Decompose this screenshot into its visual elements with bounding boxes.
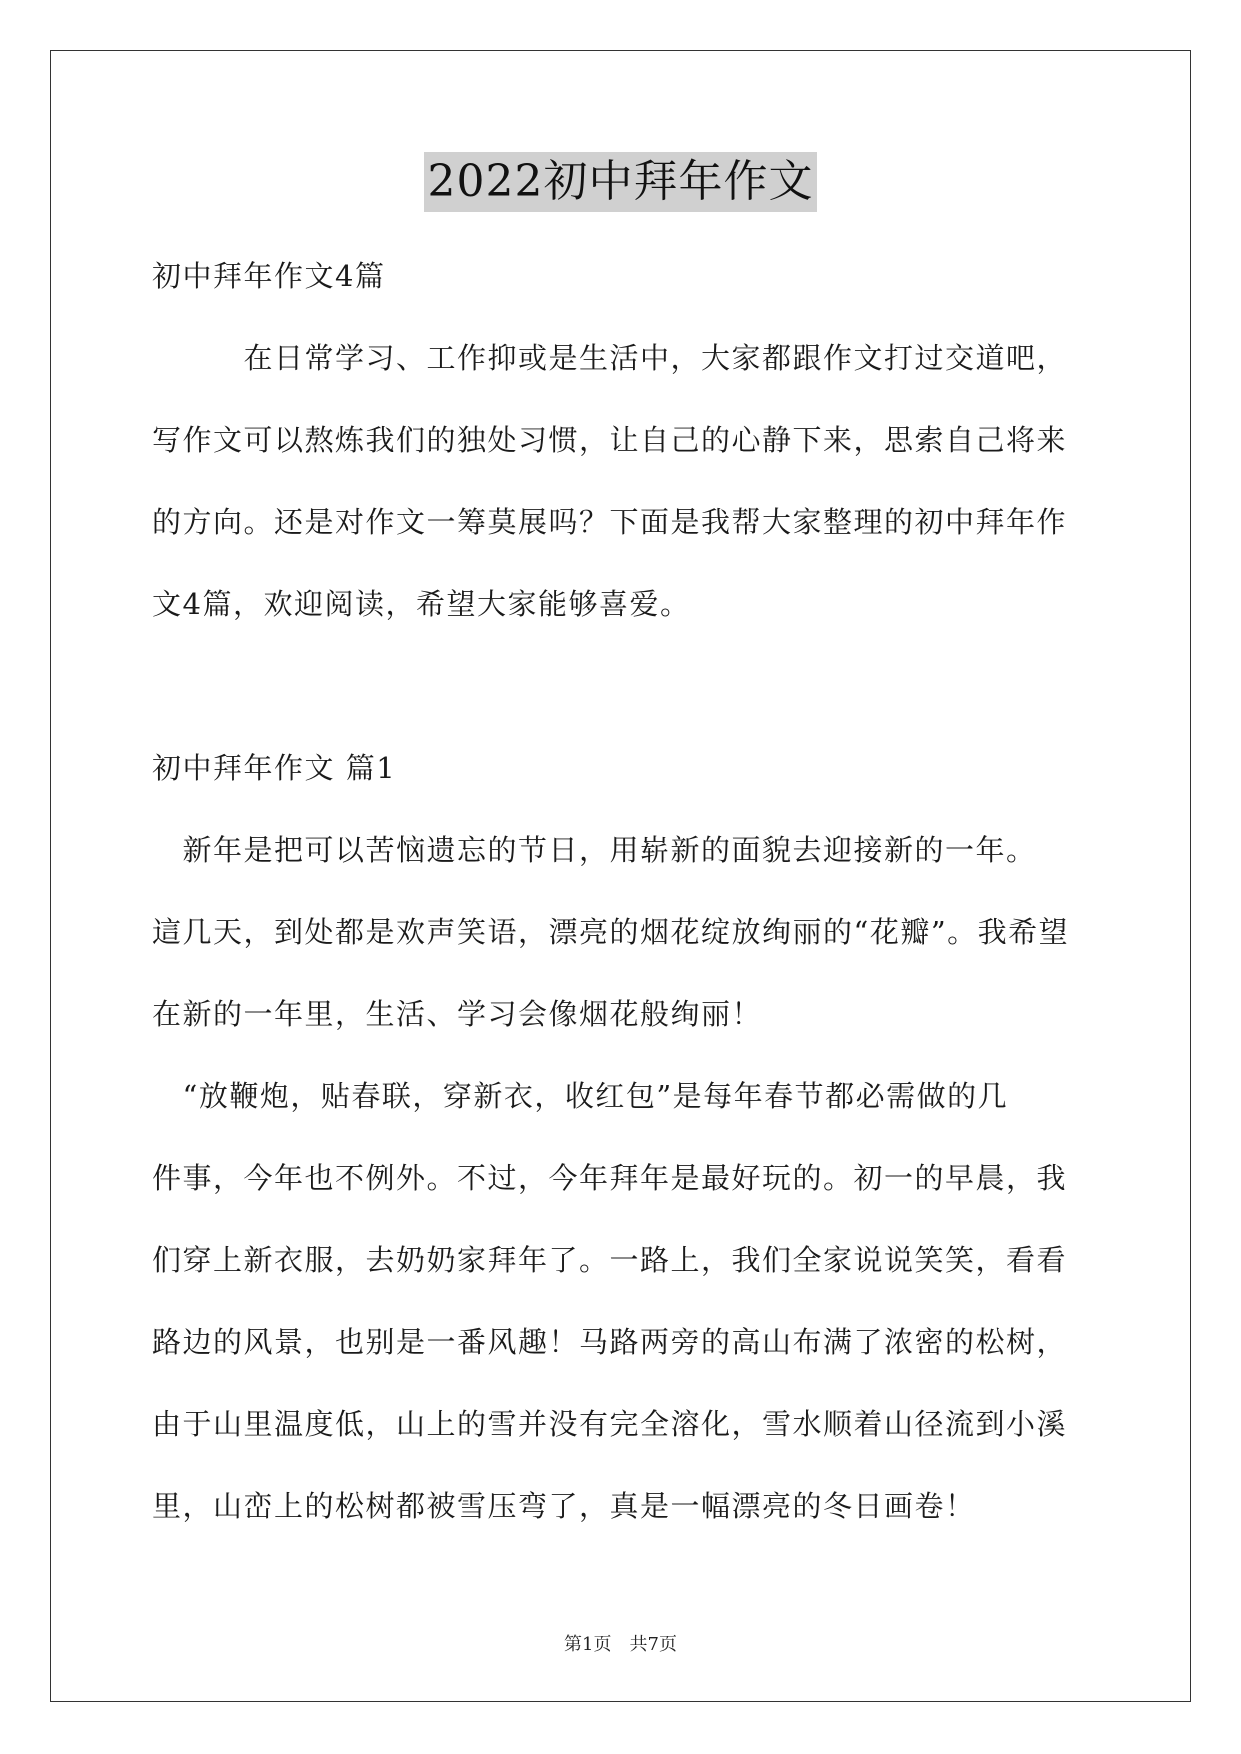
section-line: “放鞭炮，贴春联，穿新衣，收红包”是每年春节都必需做的几 — [152, 1079, 1009, 1113]
page-footer: 第1页 共7页 — [564, 1634, 677, 1655]
section-line: 這几天，到处都是欢声笑语，漂亮的烟花绽放绚丽的“花瓣”。我希望 — [152, 915, 1070, 949]
document-body — [152, 235, 1097, 1547]
section-line: 们穿上新衣服，去奶奶家拜年了。一路上，我们全家说说笑笑，看看 — [152, 1243, 1068, 1277]
section-line: 里，山峦上的松树都被雪压弯了，真是一幅漂亮的冬日画卷！ — [152, 1489, 976, 1523]
section-line: 由于山里温度低，山上的雪并没有完全溶化，雪水顺着山径流到小溪 — [152, 1407, 1068, 1441]
title-container — [0, 152, 1241, 212]
section-line: 件事，今年也不例外。不过，今年拜年是最好玩的。初一的早晨，我 — [152, 1161, 1068, 1195]
document-title: 2022初中拜年作文 — [424, 152, 818, 212]
section-line: 新年是把可以苦恼遗忘的节日，用崭新的面貌去迎接新的一年。 — [152, 833, 1037, 867]
blank-line — [152, 645, 1097, 727]
intro-line: 在日常学习、工作抑或是生活中，大家都跟作文打过交道吧， — [152, 341, 1068, 375]
section-line: 路边的风景，也别是一番风趣！马路两旁的高山布满了浓密的松树， — [152, 1325, 1068, 1359]
intro-line: 的方向。还是对作文一筹莫展吗？下面是我帮大家整理的初中拜年作 — [152, 505, 1068, 539]
intro-line: 写作文可以熬炼我们的独处习惯，让自己的心静下来，思索自己将来 — [152, 423, 1068, 457]
section-heading: 初中拜年作文 篇1 — [152, 751, 397, 785]
document-subtitle: 初中拜年作文4篇 — [152, 259, 386, 293]
section-line: 在新的一年里，生活、学习会像烟花般绚丽！ — [152, 997, 763, 1031]
intro-line: 文4篇，欢迎阅读，希望大家能够喜爱。 — [152, 587, 691, 621]
